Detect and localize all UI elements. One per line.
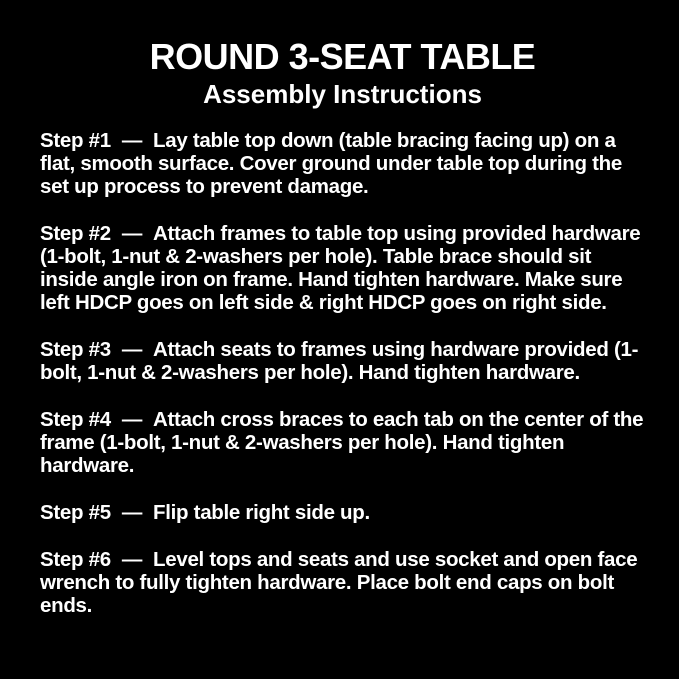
step-separator: —: [121, 547, 143, 571]
steps-list: [40, 129, 645, 617]
step-paragraph-3: [40, 338, 645, 384]
step-label: Step #5: [40, 500, 111, 524]
step-label: Step #1: [40, 128, 111, 152]
step-separator: —: [121, 221, 143, 245]
step-text: Lay table top down (table bracing facing up) on a flat, smooth surface. Cover ground under table top during the set up process to prevent damage.: [40, 128, 622, 198]
step-separator: —: [121, 128, 143, 152]
step-text: Attach seats to frames using hardware provided (1-bolt, 1-nut & 2-washers per hole). Hand tighten hardware.: [40, 337, 639, 384]
step-paragraph-2: [40, 222, 645, 314]
page-title: ROUND 3-SEAT TABLE: [149, 36, 536, 77]
step-separator: —: [121, 500, 143, 524]
step-text: Flip table right side up.: [153, 500, 370, 524]
step-paragraph-6: [40, 548, 645, 617]
page-subtitle: Assembly Instructions: [203, 79, 482, 110]
header: [40, 36, 645, 111]
step-text: Level tops and seats and use socket and open face wrench to fully tighten hardware. Place bolt end caps on bolt ends.: [40, 547, 638, 617]
step-text: Attach frames to table top using provided hardware (1-bolt, 1-nut & 2-washers per hole). Table brace should sit inside angle iron on frame. Hand tighten hardware. Make sure left HDCP goes on left side & right HDCP goes on right side.: [40, 221, 641, 314]
step-label: Step #6: [40, 547, 111, 571]
step-label: Step #2: [40, 221, 111, 245]
step-label: Step #3: [40, 337, 111, 361]
step-separator: —: [121, 337, 143, 361]
step-paragraph-5: [40, 501, 645, 524]
step-paragraph-4: [40, 408, 645, 477]
step-separator: —: [121, 407, 143, 431]
step-paragraph-1: [40, 129, 645, 198]
step-label: Step #4: [40, 407, 111, 431]
step-text: Attach cross braces to each tab on the center of the frame (1-bolt, 1-nut & 2-washers per hole). Hand tighten hardware.: [40, 407, 644, 477]
